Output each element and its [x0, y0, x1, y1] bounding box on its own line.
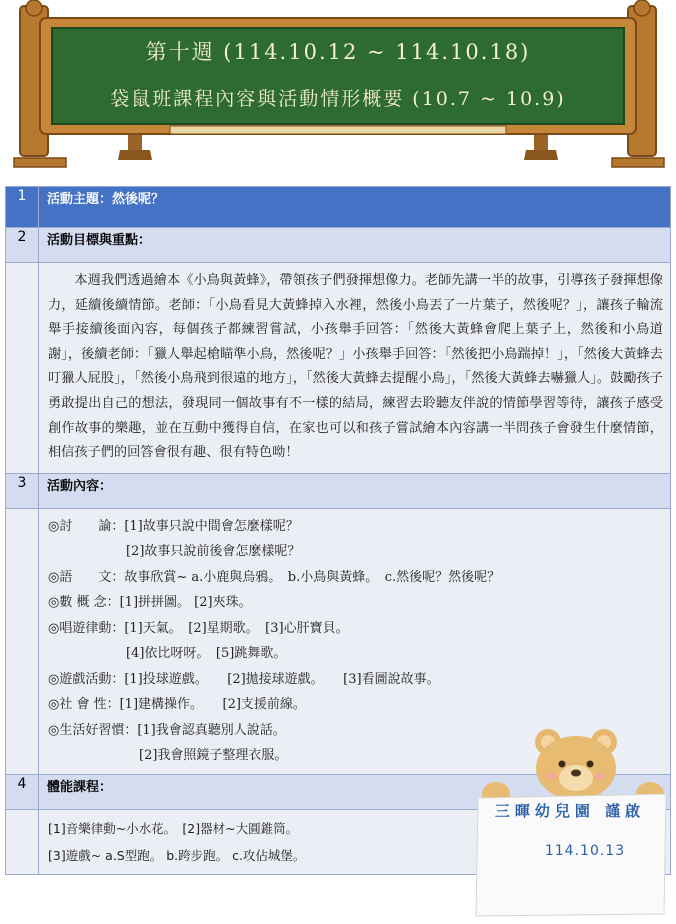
list-item: ◎生活好習慣：[1]我會認真聽別人說話。 — [48, 722, 286, 738]
number-cell-empty — [6, 508, 39, 774]
section-label-content: 活動內容： — [39, 473, 671, 508]
banner-subtitle: 袋鼠班課程內容與活動情形概要 (10.7 ~ 10.9) — [110, 88, 566, 110]
teddy-bear-illustration — [470, 728, 670, 918]
goals-cell — [39, 263, 671, 474]
section-row-2 — [6, 228, 671, 263]
list-item: [2]故事只說前後會怎麼樣呢？ — [48, 544, 301, 560]
list-item: [1]音樂律動~小水花。 [2]器材~大圓錐筒。 — [48, 820, 299, 836]
list-item: [4]依比呀呀。 [5]跳舞歌。 — [48, 646, 287, 662]
section-number: 3 — [6, 473, 39, 508]
school-signature: 三暉幼兒園 謹啟 — [494, 802, 646, 820]
number-cell-empty — [6, 809, 39, 874]
number-cell-empty — [6, 263, 39, 474]
section-row-1 — [6, 187, 671, 228]
chalkboard-banner — [0, 0, 676, 172]
list-item: ◎討 論：[1]故事只說中間會怎麼樣呢？ — [48, 518, 299, 534]
list-item: ◎語 文：故事欣賞~ a.小鹿與烏鴉。 b.小鳥與黃蜂。 c.然後呢？然後呢？ — [48, 569, 501, 585]
list-item: ◎社 會 性：[1]建構操作。 [2]支援前線。 — [48, 697, 306, 713]
list-item: [3]遊戲~ a.S型跑。 b.跨步跑。 c.攻佔城堡。 — [48, 847, 306, 863]
section-label-theme: 活動主題：然後呢？ — [39, 187, 671, 228]
section-body-2 — [6, 263, 671, 474]
banner-title: 第十週 (114.10.12 ~ 114.10.18) — [145, 40, 531, 64]
goals-paragraph: 本週我們透過繪本《小鳥與黃蜂》，帶領孩子們發揮想像力。老師先講一半的故事，引導孩子發揮想像力，延續後續情節。老師：「小鳥看見大黃蜂掉入水裡，然後小鳥丟了一片葉子，然後呢？」，讓孩子輪流舉手接續後面內容，每個孩子都練習嘗試，小孩舉手回答：「然後大黃蜂會爬上葉子上，然後和小鳥道謝」，後續老師：「獵人舉起槍瞄準小鳥，然後呢？」小孩舉手回答：「然後把小鳥踹掉！」，「然後大黃蜂去叮獵人屁股」，「然後小鳥飛到很遠的地方」，「然後大黃蜂去提醒小鳥」，「然後大黃蜂去嚇獵人」。鼓勵孩子勇敢提出自己的想法，發現同一個故事有不一樣的結局，練習去聆聽友伴說的情節學習等待，讓孩子感受創作故事的樂趣，並在互動中獲得自信，在家也可以和孩子嘗試繪本內容講一半問孩子會發生什麼情節，相信孩子們的回答會很有趣、很有特色呦！ — [48, 273, 663, 461]
section-label-pe: 體能課程： — [39, 774, 671, 809]
section-number: 1 — [6, 187, 39, 228]
list-item: [2]我會照鏡子整理衣服。 — [48, 748, 288, 764]
section-number: 2 — [6, 228, 39, 263]
section-number: 4 — [6, 774, 39, 809]
list-item: ◎唱遊律動：[1]天氣。 [2]星期歌。 [3]心肝寶貝。 — [48, 620, 349, 636]
list-item: ◎遊戲活動：[1]投球遊戲。 [2]拋接球遊戲。 [3]看圖說故事。 — [48, 671, 440, 687]
signature-date: 114.10.13 — [544, 843, 626, 859]
list-item: ◎數 概 念：[1]拼拼圖。 [2]夾珠。 — [48, 595, 252, 611]
section-row-3 — [6, 473, 671, 508]
section-label-goals: 活動目標與重點： — [39, 228, 671, 263]
